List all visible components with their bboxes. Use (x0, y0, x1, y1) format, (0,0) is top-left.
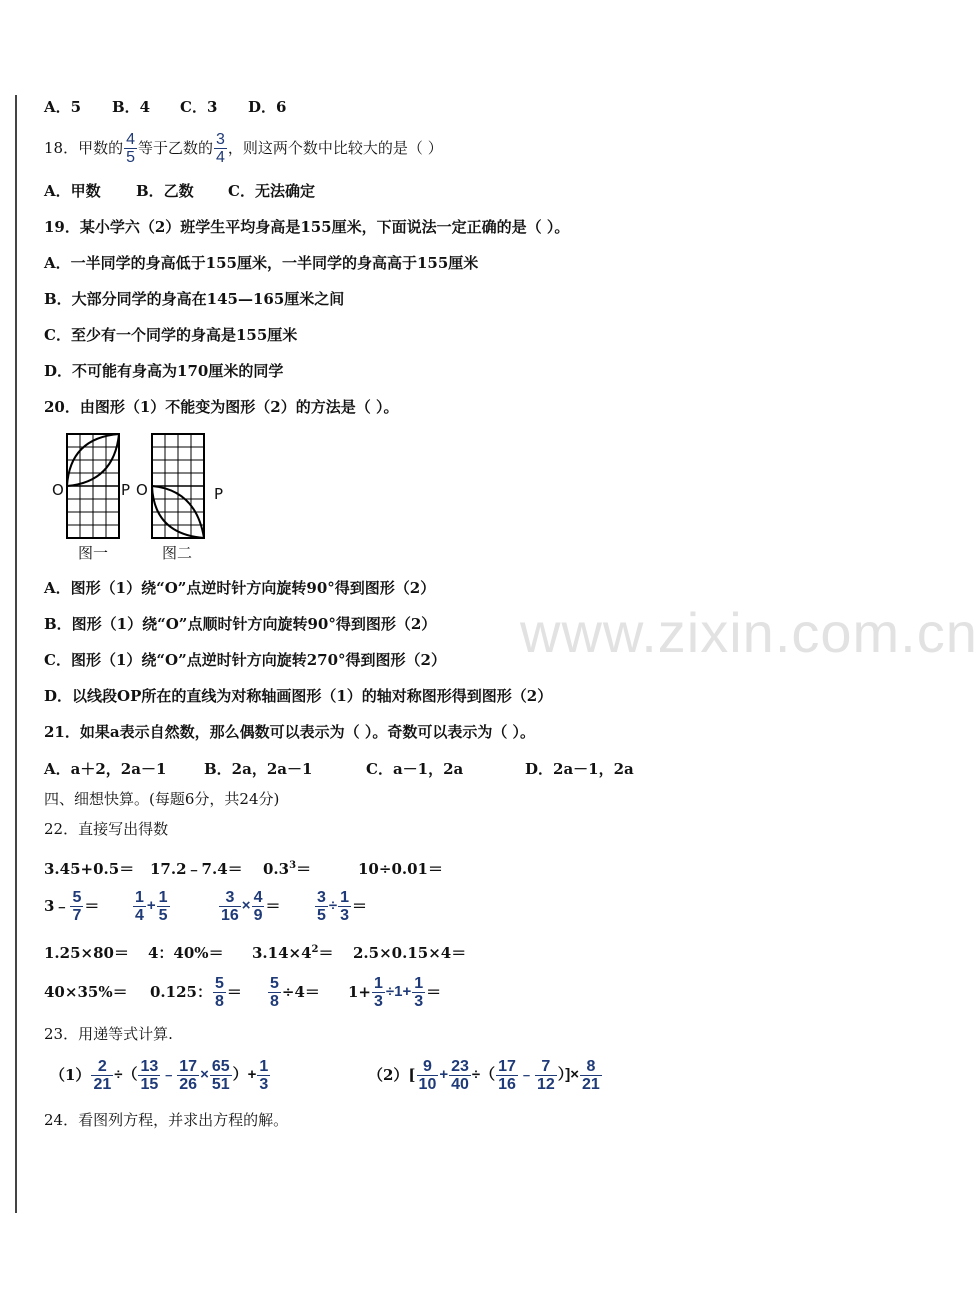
q18-stem (44, 128, 443, 168)
q18-fraction-2: $\frac{3}{4}$ (216, 130, 225, 166)
figure-two-point-o: O (136, 481, 148, 499)
q23-problem-2: （2）[ $\frac{9}{10}$ + $\frac{23}{40}$ ÷（ $\frac{17}{16}$ ﹣ $\frac{7}{12}$ ）]× $\frac{8}{21}$ (368, 1057, 600, 1093)
q23-stem: 23．用递等式计算. (44, 1025, 173, 1043)
q20-stem: 20．由图形（1）不能变为图形（2）的方法是（ ）。 (44, 398, 399, 416)
q18-fraction-1: $\frac{4}{5}$ (126, 130, 135, 166)
q22-r2-b: $\frac{1}{4}$ + $\frac{1}{5}$ (135, 888, 168, 924)
figure-one-point-o: O (52, 481, 64, 499)
q18-option-c: C．无法确定 (228, 182, 315, 200)
q17-option-c: C．3 (180, 98, 218, 116)
figure-one-point-p: P (121, 481, 131, 499)
q17-option-b: B．4 (112, 98, 151, 116)
q22-r3-b: 4：40%＝ (148, 944, 224, 962)
q22-r1-d: 10÷0.01＝ (358, 860, 443, 878)
q20-option-d: D．以线段OP所在的直线为对称轴画图形（1）的轴对称图形得到图形（2） (44, 687, 553, 705)
q22-r3-c: $3.14\times 4^2=$ (252, 944, 334, 962)
q22-r1-b: 17.2﹣7.4＝ (150, 860, 243, 878)
q18-prefix: 18．甲数的 (44, 139, 124, 157)
q21-stem: 21．如果a表示自然数，那么偶数可以表示为（ ）。奇数可以表示为（ ）。 (44, 723, 536, 741)
q22-row4 (44, 972, 441, 1012)
q21-option-a: A．a＋2，2a－1 (44, 760, 167, 778)
q19-option-b: B．大部分同学的身高在145—165厘米之间 (44, 290, 345, 308)
watermark: www.zixin.com.cn (520, 601, 978, 664)
q22-r4-a: 40×35%＝ (44, 983, 128, 1001)
q20-option-a: A．图形（1）绕“O”点逆时针方向旋转90°得到图形（2） (44, 579, 436, 597)
q19-option-a: A．一半同学的身高低于155厘米，一半同学的身高高于155厘米 (44, 254, 479, 272)
q22-r4-c: $\frac{5}{8}$ ÷4＝ (270, 974, 320, 1010)
q22-r1-a: 3.45+0.5＝ (44, 860, 135, 878)
binding-margin-line (15, 95, 17, 1213)
section-four-heading: 四、细想快算。(每题6分，共24分) (44, 790, 280, 808)
q18-suffix: ，则这两个数中比较大的是（ ） (227, 139, 443, 157)
figure-one-label: 图一 (78, 544, 109, 562)
q22-r3-d: 2.5×0.15×4＝ (353, 944, 467, 962)
q22-r4-b: 0.125： $\frac{5}{8}$ ＝ (150, 974, 242, 1010)
figure-two-grid (152, 434, 204, 538)
q24-stem: 24．看图列方程，并求出方程的解。 (44, 1111, 289, 1129)
q17-option-a: A．5 (44, 98, 82, 116)
q22-r3-a: 1.25×80＝ (44, 944, 129, 962)
q18-option-a: A．甲数 (44, 182, 101, 200)
q19-stem: 19．某小学六（2）班学生平均身高是155厘米，下面说法一定正确的是（ ）。 (44, 218, 570, 236)
q21-options (44, 759, 634, 779)
q20-option-c: C．图形（1）绕“O”点逆时针方向旋转270°得到图形（2） (44, 651, 446, 669)
q17-options (44, 97, 286, 117)
q21-option-c: C．a－1，2a (366, 760, 464, 778)
q19-option-d: D．不可能有身高为170厘米的同学 (44, 362, 284, 380)
q17-option-d: D．6 (248, 98, 287, 116)
q22-stem: 22．直接写出得数 (44, 820, 169, 838)
q22-row3 (44, 940, 466, 963)
q18-mid: 等于乙数的 (138, 139, 214, 157)
q21-option-b: B．2a，2a－1 (204, 760, 313, 778)
q23-problem-1: （1） $\frac{2}{21}$ ÷（ $\frac{13}{15}$ ﹣ $\frac{17}{26}$ × $\frac{65}{51}$ ）+ $\frac{1}{3}$ (50, 1057, 269, 1093)
q22-r1-c: $0.3^3=$ (263, 860, 312, 878)
q21-option-d: D．2a－1，2a (525, 760, 634, 778)
q19-option-c: C．至少有一个同学的身高是155厘米 (44, 326, 298, 344)
q22-r2-a: 3﹣ $\frac{5}{7}$ ＝ (44, 888, 100, 924)
q18-options (44, 181, 315, 201)
figure-two-label: 图二 (162, 544, 193, 562)
q22-r2-c: $\frac{3}{16}$ × $\frac{4}{9}$ ＝ (221, 888, 281, 924)
q18-option-b: B．乙数 (136, 182, 194, 200)
figure-two-point-p: P (214, 485, 224, 503)
q22-row1 (44, 856, 443, 879)
q22-r4-d: 1+ $\frac{1}{3}$ ÷1+ $\frac{1}{3}$ ＝ (348, 974, 442, 1010)
q20-figure (50, 430, 240, 570)
q22-r2-d: $\frac{3}{5}$ ÷ $\frac{1}{3}$ ＝ (317, 888, 368, 924)
q20-option-b: B．图形（1）绕“O”点顺时针方向旋转90°得到图形（2） (44, 615, 437, 633)
q22-row2 (44, 886, 367, 926)
figure-one-grid (67, 434, 119, 538)
